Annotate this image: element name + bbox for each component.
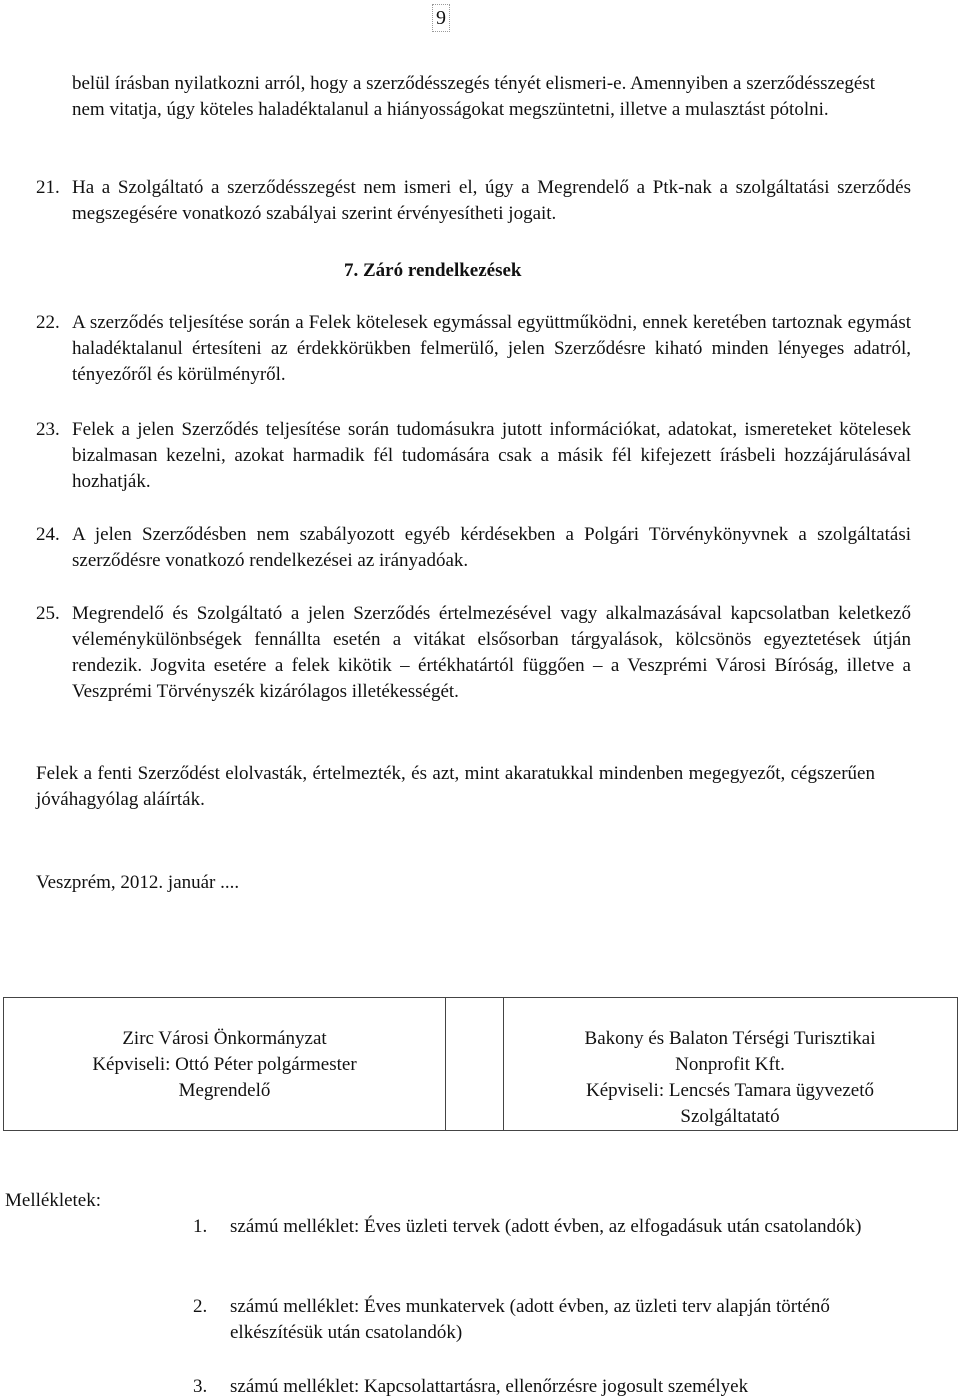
clause-21 [36,175,911,227]
clause-23 [36,417,911,495]
provider-name-cont: Nonprofit Kft. [675,1054,785,1075]
annex-item [193,1214,893,1240]
clause-number: 25. [36,603,60,624]
annex-number: 3. [193,1376,208,1397]
annex-number: 2. [193,1296,208,1317]
page-number: 9 [432,4,450,32]
annexes-title: Mellékletek: [5,1190,102,1211]
closing-paragraph: Felek a fenti Szerződést elolvasták, értelmezték, és azt, mint akaratukkal mindenben megegyezőt, cégszerűen jóváhagyólag aláírták. [36,763,875,810]
provider-role: Szolgáltatató [680,1106,780,1127]
clause-25 [36,601,911,705]
provider-name: Bakony és Balaton Térségi Turisztikai [584,1028,876,1049]
clause-text: A jelen Szerződésben nem szabályozott egyéb kérdésekben a Polgári Törvénykönyvnek a szolgáltatási szerződésre vonatkozó rendelkezései az irányadóak. [72,524,911,571]
signature-client [4,1026,445,1104]
signature-provider [502,1026,958,1130]
clause-text: Megrendelő és Szolgáltató a jelen Szerződés értelmezésével vagy alkalmazásával kapcsolatban keletkező véleménykülönbségek fennállta esetén a vitákat elsősorban tárgyalások, kölcsönös egyeztetések útján rendezik. Jogvita esetére a felek kikötik – értékhatártól függően – a Veszprémi Városi Bíróság, illetve a Veszprémi Törvényszék kizárólagos illetékességét. [72,603,911,702]
provider-representative: Képviseli: Lencsés Tamara ügyvezető [586,1080,874,1101]
clause-number: 21. [36,177,60,198]
intro-paragraph: belül írásban nyilatkozni arról, hogy a szerződésszegés tényét elismeri-e. Amennyiben a szerződésszegést nem vitatja, úgy köteles haladéktalanul a hiányosságokat megszüntetni, illetve a mulasztást pótolni. [72,73,875,120]
signature-spacer [445,998,504,1130]
annex-text: számú melléklet: Éves munkatervek (adott évben, az üzleti terv alapján történő elkészítésük után csatolandók) [230,1296,830,1343]
client-name: Zirc Városi Önkormányzat [122,1028,327,1049]
place-and-date: Veszprém, 2012. január .... [36,872,240,893]
clause-text: A szerződés teljesítése során a Felek kötelesek egymással együttműködni, ennek keretében tartoznak egymást haladéktalanul értesíteni az érdekkörükben felmerülő, jelen Szerződésre kiható minden lényeges adatról, tényezőről és körülményről. [72,312,911,385]
clause-text: Felek a jelen Szerződés teljesítése során tudomásukra jutott információkat, adatokat, ismereteket kötelesek bizalmasan kezelni, azokat harmadik fél tudomására csak a másik fél kifejezett írásbeli hozzájárulásával hozhatják. [72,419,911,492]
clause-text: Ha a Szolgáltató a szerződésszegést nem ismeri el, úgy a Megrendelő a Ptk-nak a szolgáltatási szerződés megszegésére vonatkozó szabályai szerint érvényesítheti jogait. [72,177,911,224]
signature-table [3,997,958,1131]
clause-number: 23. [36,419,60,440]
annex-text: számú melléklet: Éves üzleti tervek (adott évben, az elfogadásuk után csatolandók) [230,1216,862,1237]
annex-text: számú melléklet: Kapcsolattartásra, ellenőrzésre jogosult személyek [230,1376,749,1397]
annex-number: 1. [193,1216,208,1237]
annex-item [193,1294,893,1346]
section-heading: 7. Záró rendelkezések [344,260,522,281]
annex-item [193,1374,893,1400]
clause-number: 24. [36,524,60,545]
clause-24 [36,522,911,574]
client-representative: Képviseli: Ottó Péter polgármester [92,1054,357,1075]
clause-22 [36,310,911,388]
client-role: Megrendelő [178,1080,271,1101]
clause-number: 22. [36,312,60,333]
